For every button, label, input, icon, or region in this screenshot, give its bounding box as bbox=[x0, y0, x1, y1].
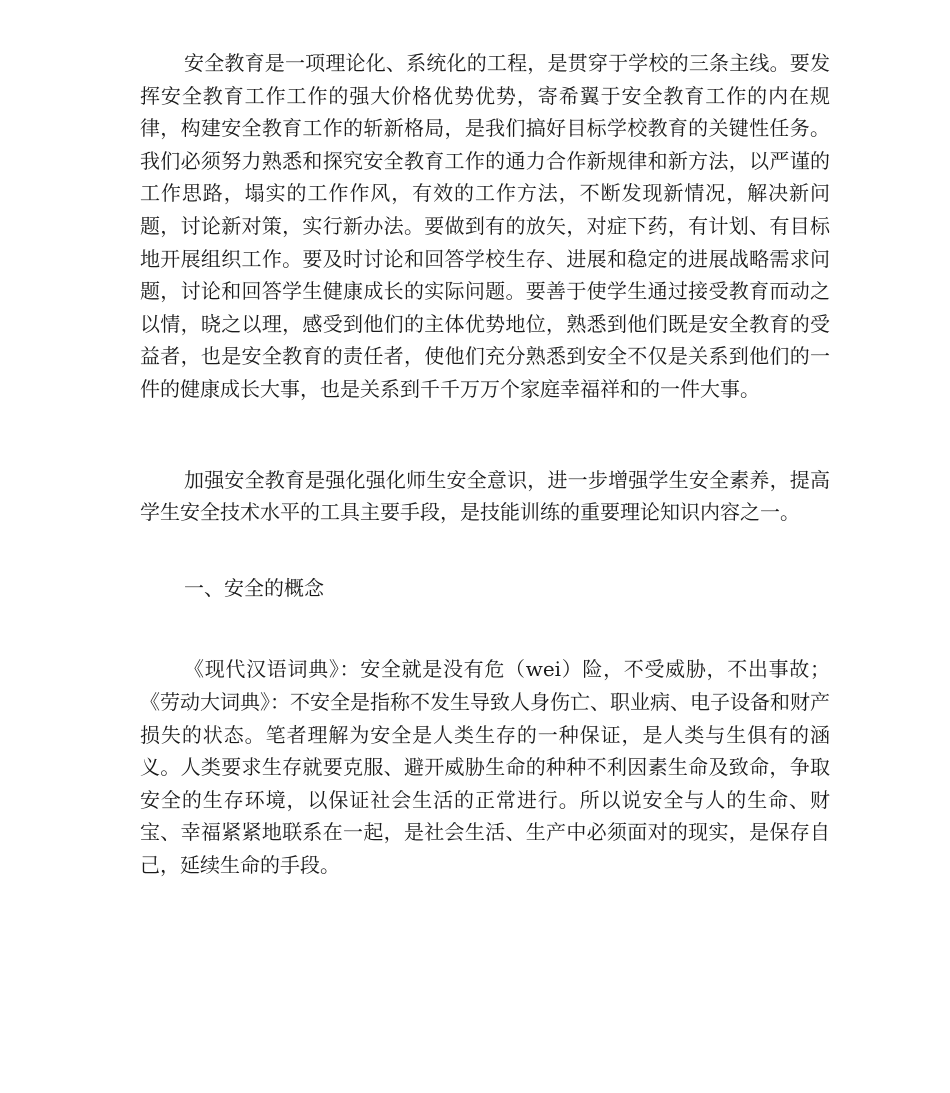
intro-paragraph: 安全教育是一项理论化、系统化的工程，是贯穿于学校的三条主线。要发挥安全教育工作工作的强大价格优势优势，寄希翼于安全教育工作的内在规律，构建安全教育工作的斩新格局，是我们搞好目标学校教育的关键性任务。我们必须努力熟悉和探究安全教育工作的通力合作新规律和新方法，以严谨的工作思路，塌实的工作作风，有效的工作方法，不断发现新情况，解决新问题，讨论新对策，实行新办法。要做到有的放矢，对症下药，有计划、有目标地开展组织工作。要及时讨论和回答学校生存、进展和稳定的进展战略需求问题，讨论和回答学生健康成长的实际问题。要善于使学生通过接受教育而动之以情，晓之以理，感受到他们的主体优势地位，熟悉到他们既是安全教育的受益者，也是安全教育的责任者，使他们充分熟悉到安全不仅是关系到他们的一件的健康成长大事，也是关系到千千万万个家庭幸福祥和的一件大事。 bbox=[140, 51, 830, 401]
section-heading: 一、安全的概念 bbox=[184, 575, 324, 600]
paragraph-spacer bbox=[140, 529, 830, 572]
paragraph-spacer bbox=[140, 604, 830, 653]
concept-paragraph: 《现代汉语词典》：安全就是没有危（wei）险，不受威胁，不出事故；《劳动大词典》：不安全是指称不发生导致人身伤亡、职业病、电子设备和财产损失的状态。笔者理解为安全是人类生存的一种保证，是人类与生俱有的涵义。人类要求生存就要克服、避开威胁生命的种种不利因素生命及致命，争取安全的生存环境，以保证社会生活的正常进行。所以说安全与人的生命、财宝、幸福紧紧地联系在一起，是社会生活、生产中必须面对的现实，是保存自己，延续生命的手段。 bbox=[140, 657, 830, 877]
document-page bbox=[140, 47, 830, 881]
safety-education-paragraph: 加强安全教育是强化强化师生安全意识，进一步增强学生安全素养，提高学生安全技术水平的工具主要手段，是技能训练的重要理论知识内容之一。 bbox=[140, 467, 830, 525]
paragraph-spacer bbox=[140, 406, 830, 464]
